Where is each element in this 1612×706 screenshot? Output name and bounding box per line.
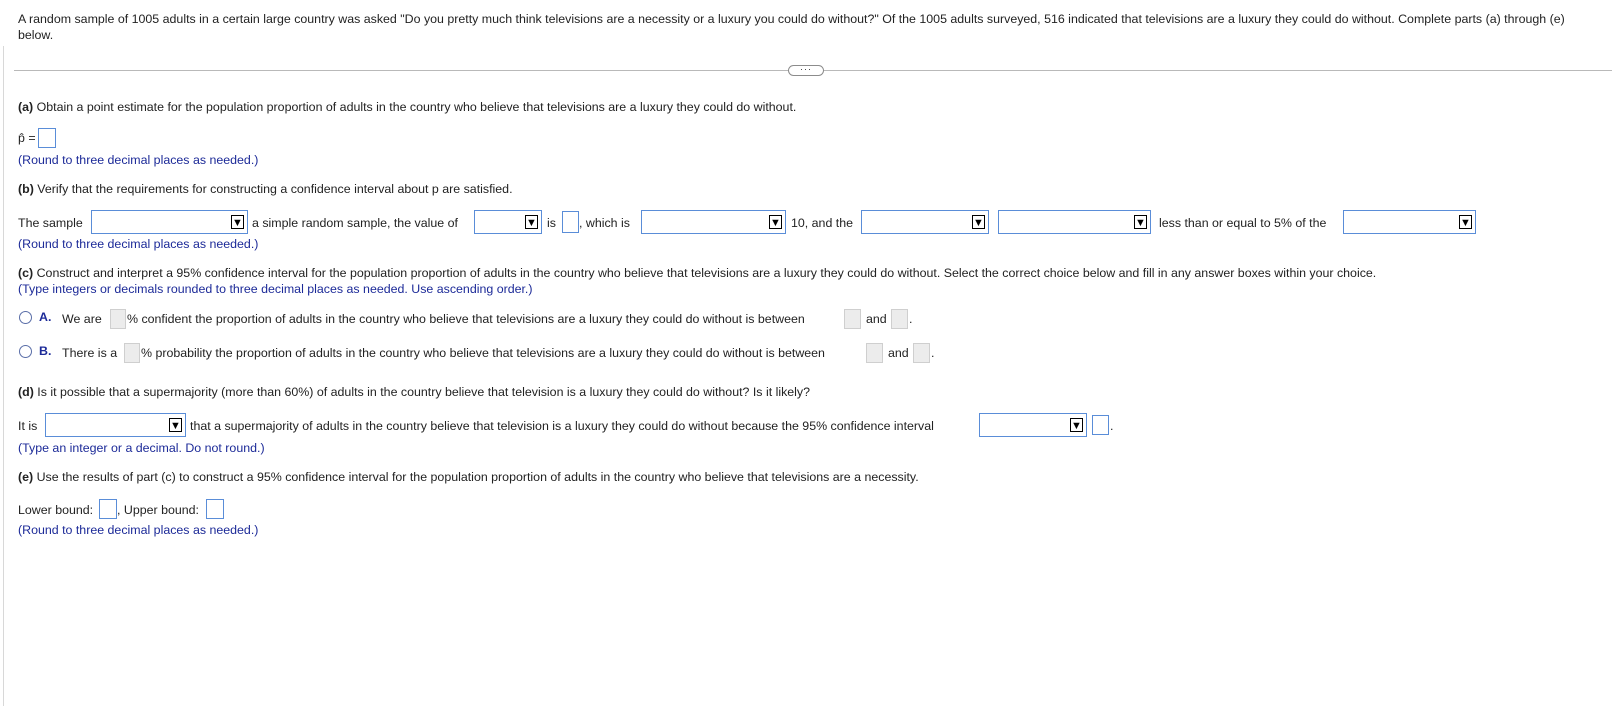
part-e-text: Use the results of part (c) to construct a 95% confidence interval for the population proportion of adults in the country who believe that televisions are a necessity. xyxy=(33,470,919,484)
part-a-question xyxy=(18,99,796,115)
part-d-text: Is it possible that a supermajority (more than 60%) of adults in the country believe that television is a luxury they could do without? Is it likely? xyxy=(33,385,811,399)
part-e-question xyxy=(18,469,919,485)
part-b-question xyxy=(18,181,513,197)
lower-bound-label: Lower bound: xyxy=(18,503,94,517)
chevron-down-icon: ▼ xyxy=(1071,420,1082,432)
option-a-text-3: and xyxy=(866,312,887,326)
option-a-confidence-input[interactable] xyxy=(110,309,126,329)
part-a-hint: (Round to three decimal places as needed.) xyxy=(18,153,259,167)
part-b-text-4: , which is xyxy=(579,216,630,230)
option-a-text-2: % confident the proportion of adults in the country who believe that televisions are a luxury they could do without is between xyxy=(127,312,805,326)
chevron-down-icon: ▼ xyxy=(973,217,984,229)
option-a-upper-input[interactable] xyxy=(891,309,908,329)
chevron-down-icon: ▼ xyxy=(232,217,243,229)
chevron-down-icon: ▼ xyxy=(770,217,781,229)
interval-relation-dropdown[interactable] xyxy=(979,413,1087,437)
option-b-probability-input[interactable] xyxy=(124,343,140,363)
part-d-tag: (d) xyxy=(18,385,34,399)
phat-label: p̂ = xyxy=(18,131,36,145)
part-d-hint: (Type an integer or a decimal. Do not round.) xyxy=(18,441,265,455)
option-a-letter: A. xyxy=(39,310,52,324)
part-e-hint: (Round to three decimal places as needed.) xyxy=(18,523,259,537)
problem-statement: A random sample of 1005 adults in a certain large country was asked "Do you pretty much think televisions are a necessity or a luxury you could do without?" Of the 1005 adults surveyed, 516 indicated that televisions are a luxury they could do without. Complete parts (a) through (e) below. xyxy=(18,12,1565,42)
option-b-text-1: There is a xyxy=(62,346,118,360)
part-b-text-5: 10, and the xyxy=(791,216,854,230)
part-d-text-1: It is xyxy=(18,419,38,433)
option-b-upper-input[interactable] xyxy=(913,343,930,363)
option-a-radio[interactable] xyxy=(19,311,32,324)
population-dropdown[interactable] xyxy=(1343,210,1476,234)
part-c-tag: (c) xyxy=(18,266,34,280)
option-b-radio[interactable] xyxy=(19,345,32,358)
sample-is-dropdown[interactable] xyxy=(91,210,248,234)
left-border xyxy=(3,46,4,706)
value-of-dropdown[interactable] xyxy=(474,210,542,234)
option-b-letter: B. xyxy=(39,344,52,358)
part-e-tag: (e) xyxy=(18,470,34,484)
chevron-down-icon: ▼ xyxy=(1135,217,1146,229)
part-c-text: Construct and interpret a 95% confidence interval for the population proportion of adults in the country who believe that televisions are a luxury they could do without. Select the correct choice below and fill in any answer boxes within your choice. xyxy=(33,266,1377,280)
value-answer-input[interactable] xyxy=(562,211,579,233)
part-d-period: . xyxy=(1110,419,1114,433)
part-b-tag: (b) xyxy=(18,182,34,196)
option-a-lower-input[interactable] xyxy=(844,309,861,329)
part-a-text: Obtain a point estimate for the population proportion of adults in the country who believe that televisions are a luxury they could do without. xyxy=(33,100,797,114)
interval-value-input[interactable] xyxy=(1092,415,1109,435)
part-b-text-3: is xyxy=(547,216,556,230)
lower-bound-input[interactable] xyxy=(99,499,117,519)
part-b-hint: (Round to three decimal places as needed.) xyxy=(18,237,259,251)
option-b-text-3: and xyxy=(888,346,909,360)
option-b-period: . xyxy=(931,346,935,360)
part-b-text-6: less than or equal to 5% of the xyxy=(1159,216,1327,230)
comparison-dropdown[interactable] xyxy=(641,210,786,234)
is-dropdown[interactable] xyxy=(998,210,1151,234)
expand-more-button[interactable]: ··· xyxy=(788,65,824,76)
phat-answer-input[interactable] xyxy=(38,128,56,148)
chevron-down-icon: ▼ xyxy=(1460,217,1471,229)
part-d-question xyxy=(18,384,810,400)
part-b-text: Verify that the requirements for constructing a confidence interval about p are satisfied. xyxy=(33,182,513,196)
part-c-question xyxy=(18,265,1376,281)
part-d-text-2: that a supermajority of adults in the country believe that television is a luxury they could do without because the 95% confidence interval xyxy=(190,419,934,433)
part-a-tag: (a) xyxy=(18,100,34,114)
part-b-text-1: The sample xyxy=(18,216,83,230)
possibility-dropdown[interactable] xyxy=(45,413,186,437)
option-b-text-2: % probability the proportion of adults in the country who believe that televisions are a luxury they could do without is between xyxy=(141,346,825,360)
part-b-text-2: a simple random sample, the value of xyxy=(252,216,458,230)
option-a-period: . xyxy=(909,312,913,326)
option-b-lower-input[interactable] xyxy=(866,343,883,363)
chevron-down-icon: ▼ xyxy=(170,420,181,432)
chevron-down-icon: ▼ xyxy=(526,217,537,229)
option-a-text-1: We are xyxy=(62,312,102,326)
upper-bound-label: , Upper bound: xyxy=(117,503,199,517)
upper-bound-input[interactable] xyxy=(206,499,224,519)
the-what-dropdown[interactable] xyxy=(861,210,989,234)
part-c-hint: (Type integers or decimals rounded to three decimal places as needed. Use ascending order.) xyxy=(18,282,533,296)
